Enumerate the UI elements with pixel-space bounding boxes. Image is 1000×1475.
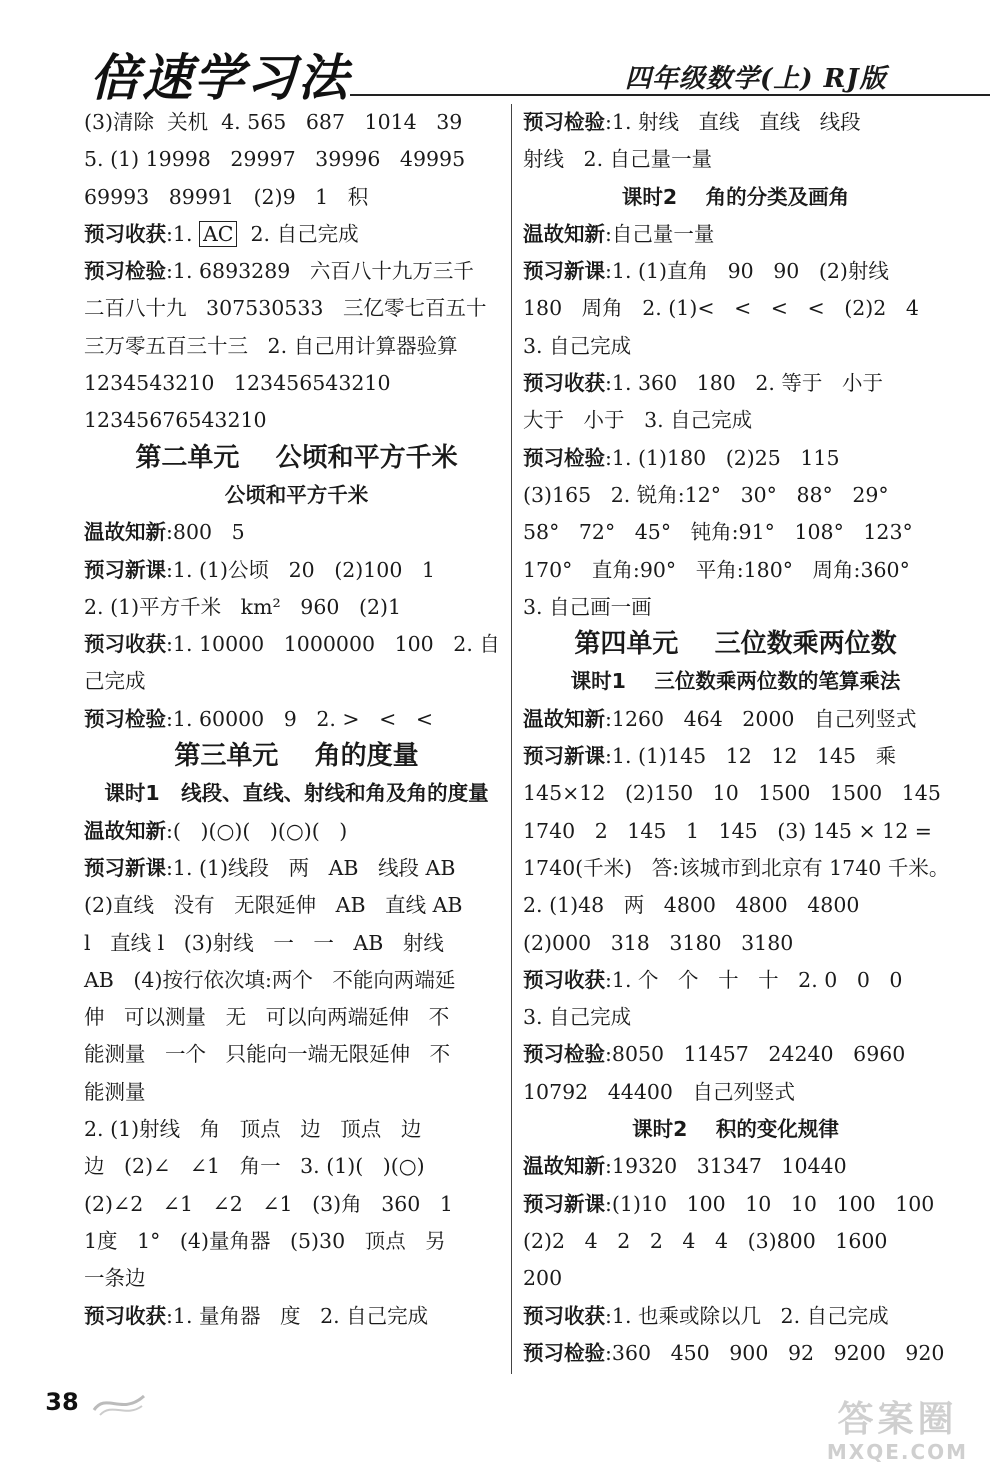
- right-column: [523, 104, 948, 1372]
- answer-line: [523, 813, 948, 850]
- answer-line: [523, 1036, 948, 1073]
- line-text: (2)000 318 3180 3180: [523, 930, 794, 955]
- answer-line: [84, 328, 509, 365]
- line-text: 公顷和平方千米: [224, 482, 369, 507]
- line-text: 69993 89991 (2)9 1 积: [84, 184, 369, 209]
- line-text: (3)165 2. 锐角:12° 30° 88° 29°: [523, 482, 889, 507]
- answer-line: [84, 253, 509, 290]
- section-label: 温故知新: [523, 706, 605, 731]
- book-subject: 四年级数学(上) RJ版: [625, 64, 887, 94]
- section-label: 预习检验: [84, 706, 166, 731]
- line-text: 1740(千米) 答:该城市到北京有 1740 千米。: [523, 855, 950, 880]
- line-text: :800 5: [166, 520, 245, 545]
- answer-line: [84, 552, 509, 589]
- answer-line: [84, 402, 509, 439]
- section-label: 温故知新: [84, 520, 166, 545]
- answer-line: [84, 179, 509, 216]
- answer-line: [523, 925, 948, 962]
- line-text: 伸 可以测量 无 可以向两端延伸 不: [84, 1005, 450, 1030]
- line-text: 3. 自己画一画: [523, 594, 652, 619]
- line-text: :1. 射线 直线 直线 线段: [605, 110, 861, 134]
- answer-line: [523, 738, 948, 775]
- answer-line: [84, 1111, 509, 1148]
- answer-line: [523, 402, 948, 439]
- line-text: (2)2 4 2 2 4 4 (3)800 1600: [523, 1228, 888, 1253]
- answer-line: [84, 850, 509, 887]
- line-text: 课时2 积的变化规律: [632, 1117, 839, 1142]
- answer-line: [84, 1148, 509, 1185]
- line-text: 200: [523, 1266, 563, 1291]
- page-header: [0, 0, 1000, 112]
- watermark-logo: 答案圈: [837, 1399, 958, 1440]
- line-text: 第二单元 公顷和平方千米: [135, 442, 458, 473]
- answer-line: [523, 1335, 948, 1372]
- line-text: 第四单元 三位数乘两位数: [574, 629, 897, 660]
- answer-line: [84, 999, 509, 1036]
- line-text: 射线 2. 自己量一量: [523, 147, 713, 172]
- lesson-heading: [84, 477, 509, 514]
- line-text: 170° 直角:90° 平角:180° 周角:360°: [523, 557, 910, 582]
- line-text: (2)∠2 ∠1 ∠2 ∠1 (3)角 360 1: [84, 1191, 453, 1216]
- line-text: 1度 1° (4)量角器 (5)30 顶点 另: [84, 1228, 446, 1253]
- line-text: 12345676543210: [84, 408, 267, 433]
- answer-line: [523, 365, 948, 402]
- line-text: 180 周角 2. (1)< < < < (2)2 4: [523, 296, 919, 321]
- line-text: 二百八十九 307530533 三亿零七百五十: [84, 296, 487, 321]
- answer-line: [523, 216, 948, 253]
- line-text: 己完成: [84, 669, 146, 694]
- line-text: 2. (1)射线 角 顶点 边 顶点 边: [84, 1117, 422, 1142]
- line-text: 一条边: [84, 1266, 146, 1291]
- answer-line: [84, 365, 509, 402]
- lesson-heading: [84, 775, 509, 812]
- answer-line: [523, 290, 948, 327]
- header-rule: [350, 94, 990, 96]
- answer-line: [523, 328, 948, 365]
- unit-heading: [84, 738, 509, 775]
- line-text: :自己量一量: [605, 221, 715, 246]
- section-label: 预习新课: [523, 1191, 605, 1216]
- answer-line: [523, 552, 948, 589]
- line-text: 58° 72° 45° 钝角:91° 108° 123°: [523, 520, 913, 545]
- answer-line: [523, 253, 948, 290]
- line-text: 课时1 三位数乘两位数的笔算乘法: [570, 669, 901, 694]
- section-label: 温故知新: [523, 221, 605, 246]
- section-label: 预习收获: [523, 371, 605, 396]
- answer-line: [523, 999, 948, 1036]
- section-label: 温故知新: [523, 1154, 605, 1179]
- answer-line: [84, 1036, 509, 1073]
- answer-line: [523, 850, 948, 887]
- lesson-heading: [523, 179, 948, 216]
- lesson-heading: [523, 663, 948, 700]
- line-text: :1. 量角器 度 2. 自己完成: [166, 1303, 429, 1328]
- unit-heading: [84, 440, 509, 477]
- line-text: :1. 60000 9 2. > < <: [166, 706, 434, 731]
- section-label: 预习新课: [523, 744, 605, 769]
- section-label: 预习检验: [523, 445, 605, 470]
- answer-line: [523, 701, 948, 738]
- line-text: 能测量: [84, 1079, 146, 1104]
- answer-line: [84, 701, 509, 738]
- line-text: :1. 个 个 十 十 2. 0 0 0: [605, 967, 903, 992]
- line-text: 3. 自己完成: [523, 1005, 632, 1030]
- section-label: 预习收获: [84, 1303, 166, 1328]
- line-text: (3)清除 关机 4. 565 687 1014 39: [84, 110, 463, 134]
- answer-line: [84, 663, 509, 700]
- answer-line: [523, 1223, 948, 1260]
- line-text: :1260 464 2000 自己列竖式: [605, 706, 917, 731]
- answer-line: [84, 141, 509, 178]
- answer-line: [523, 1186, 948, 1223]
- watermark: [805, 1400, 990, 1470]
- answer-line: [84, 1260, 509, 1297]
- line-text: 3. 自己完成: [523, 333, 632, 358]
- page-number: 38: [45, 1388, 79, 1416]
- watermark-url: MXQE.COM: [826, 1440, 969, 1464]
- answer-line: [84, 1074, 509, 1111]
- line-text-after: 2. 自己完成: [237, 221, 359, 246]
- line-text: :1.: [166, 221, 199, 246]
- line-text: :1. (1)180 (2)25 115: [605, 445, 840, 470]
- section-label: 预习新课: [84, 557, 166, 582]
- answer-line: [84, 104, 509, 141]
- answer-line: [523, 514, 948, 551]
- column-divider: [511, 104, 512, 1374]
- line-text: 2. (1)平方千米 km² 960 (2)1: [84, 594, 402, 619]
- answer-line: [523, 962, 948, 999]
- answer-line: [523, 589, 948, 626]
- answer-line: [84, 925, 509, 962]
- line-text: AB (4)按行依次填:两个 不能向两端延: [84, 967, 456, 992]
- line-text: 能测量 一个 只能向一端无限延伸 不: [84, 1042, 451, 1067]
- unit-heading: [523, 626, 948, 663]
- line-text: 大于 小于 3. 自己完成: [523, 408, 753, 433]
- answer-line: [84, 216, 509, 253]
- answer-line: [523, 775, 948, 812]
- line-text: 145×12 (2)150 10 1500 1500 145: [523, 781, 941, 806]
- section-label: 预习检验: [84, 259, 166, 284]
- answer-line: [84, 514, 509, 551]
- line-text: :19320 31347 10440: [605, 1154, 847, 1179]
- line-text: (2)直线 没有 无限延伸 AB 直线 AB: [84, 893, 463, 918]
- answer-line: [84, 887, 509, 924]
- line-text: 边 (2)∠ ∠1 角一 3. (1)( )(○): [84, 1154, 425, 1179]
- line-text: 课时2 角的分类及画角: [621, 184, 850, 209]
- answer-line: [523, 1074, 948, 1111]
- line-text: :1. (1)线段 两 AB 线段 AB: [166, 855, 456, 880]
- line-text: l 直线 l (3)射线 一 一 AB 射线: [84, 930, 444, 955]
- section-label: 预习检验: [523, 110, 605, 134]
- section-label: 预习检验: [523, 1340, 605, 1365]
- section-label: 预习检验: [523, 1042, 605, 1067]
- section-label: 预习收获: [523, 967, 605, 992]
- answer-line: [84, 290, 509, 327]
- answer-line: [84, 1223, 509, 1260]
- answer-line: [523, 887, 948, 924]
- line-text: 三万零五百三十三 2. 自己用计算器验算: [84, 333, 458, 358]
- section-label: 温故知新: [84, 818, 166, 843]
- line-text: :360 450 900 92 9200 920: [605, 1340, 945, 1365]
- page-number-ornament-icon: [92, 1388, 147, 1418]
- section-label: 预习收获: [84, 221, 166, 246]
- line-text: 1234543210 123456543210: [84, 371, 391, 396]
- section-label: 预习收获: [84, 632, 166, 657]
- line-text: :( )(○)( )(○)( ): [166, 818, 348, 843]
- answer-line: [523, 141, 948, 178]
- line-text: :1. (1)公顷 20 (2)100 1: [166, 557, 435, 582]
- book-logo-text: 倍速学习法: [90, 49, 350, 107]
- line-text: :1. 也乘或除以几 2. 自己完成: [605, 1303, 889, 1328]
- line-text: :1. 10000 1000000 100 2. 自: [166, 632, 500, 657]
- answer-line: [523, 104, 948, 141]
- answer-line: [523, 477, 948, 514]
- answer-line: [84, 813, 509, 850]
- boxed-answer: AC: [199, 221, 238, 247]
- answer-line: [84, 962, 509, 999]
- line-text: 2. (1)48 两 4800 4800 4800: [523, 893, 860, 918]
- answer-line: [84, 1298, 509, 1335]
- section-label: 预习收获: [523, 1303, 605, 1328]
- line-text: :1. 360 180 2. 等于 小于: [605, 371, 883, 396]
- answer-line: [523, 440, 948, 477]
- answer-line: [84, 1186, 509, 1223]
- line-text: :1. 6893289 六百八十九万三千: [166, 259, 474, 284]
- line-text: :1. (1)145 12 12 145 乘: [605, 744, 897, 769]
- line-text: 5. (1) 19998 29997 39996 49995: [84, 147, 466, 172]
- line-text: :8050 11457 24240 6960: [605, 1042, 906, 1067]
- line-text: 课时1 线段、直线、射线和角及角的度量: [104, 781, 489, 806]
- line-text: :(1)10 100 10 10 100 100: [605, 1191, 935, 1216]
- line-text: :1. (1)直角 90 90 (2)射线: [605, 259, 889, 284]
- answer-line: [523, 1298, 948, 1335]
- line-text: 10792 44400 自己列竖式: [523, 1079, 796, 1104]
- answer-line: [523, 1148, 948, 1185]
- section-label: 预习新课: [523, 259, 605, 284]
- book-logo: [90, 38, 350, 110]
- line-text: 第三单元 角的度量: [174, 741, 419, 772]
- left-column: [84, 104, 509, 1335]
- answer-line: [523, 1260, 948, 1297]
- answer-line: [84, 589, 509, 626]
- lesson-heading: [523, 1111, 948, 1148]
- section-label: 预习新课: [84, 855, 166, 880]
- answer-line: [84, 626, 509, 663]
- line-text: 1740 2 145 1 145 (3) 145 × 12 =: [523, 818, 932, 843]
